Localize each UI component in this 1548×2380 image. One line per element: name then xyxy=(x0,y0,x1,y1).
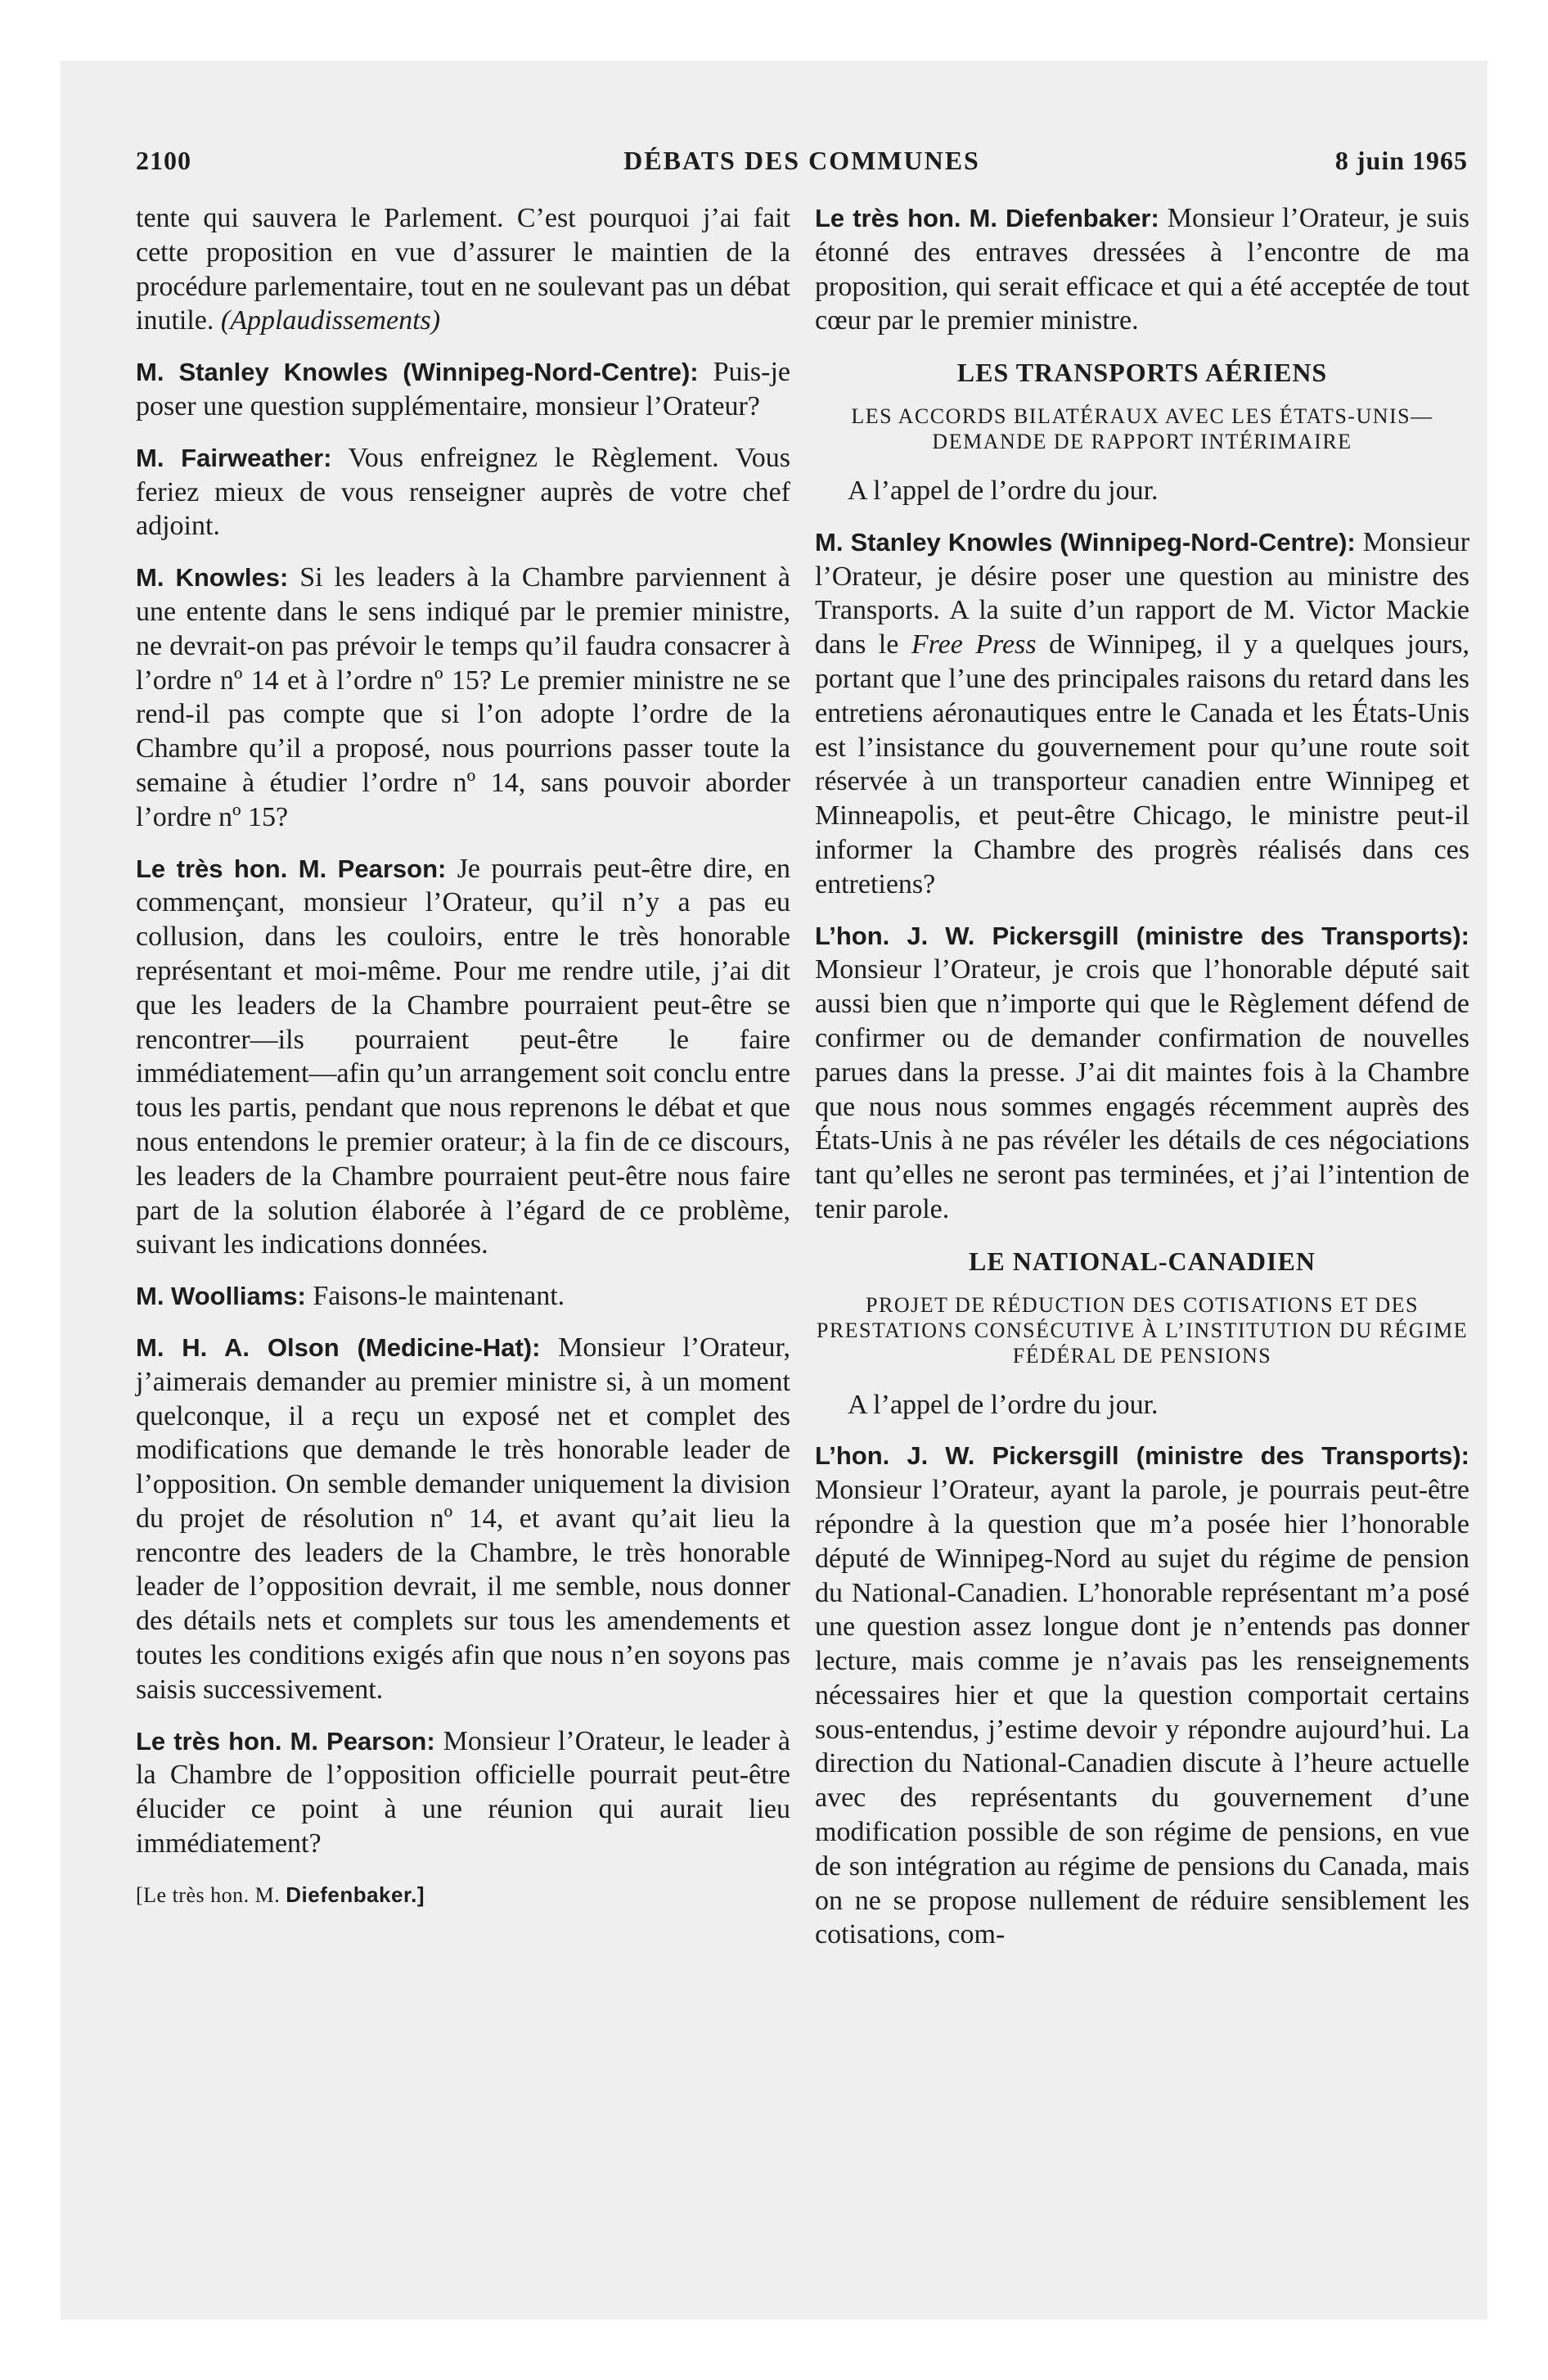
speech-text: de Winnipeg, il y a quelques jours, portant que l’une des principales raisons du retard dans les entretiens aéronautiques entre le Canada et les États-Unis est l’insistance du gouvernement pour qu’une route soit réservée à un transporteur canadien entre Winnipeg et Minneapolis, et peut-être Chicago, le ministre peut-il informer la Chambre des progrès réalisés dans ces entretiens? xyxy=(815,629,1470,899)
paragraph xyxy=(136,1279,790,1314)
section-title: LES TRANSPORTS AÉRIENS xyxy=(956,358,1328,388)
footnote-text: [Le très hon. M. xyxy=(136,1882,281,1907)
speaker-name: Le très hon. M. Pearson: xyxy=(136,854,447,883)
speaker-name: M. Knowles: xyxy=(136,563,289,593)
paragraph-text: tente qui sauvera le Parlement. C’est pourquoi j’ai fait cette proposition en vue d’assurer le maintien de la procédure parlementaire, tout en ne soulevant pas un débat inutile. xyxy=(136,203,790,336)
speech-text: Monsieur l’Orateur, le leader à la Chambre de l’opposition officielle pourrait peut-être élucider ce point à une réunion qui aurait lieu immédiatement? xyxy=(136,1725,791,1859)
footnote-speaker: Diefenbaker.] xyxy=(286,1882,425,1907)
speaker-name: L’hon. J. W. Pickersgill (ministre des Transports): xyxy=(815,1441,1469,1471)
speaker-name: M. H. A. Olson (Medicine-Hat): xyxy=(136,1332,541,1362)
speech-text: Monsieur l’Orateur, ayant la parole, je pourrais peut-être répondre à la question que m’a posée hier l’honorable député de Winnipeg-Nord au sujet du régime de pension du National-Canadien. L’honorable représentant m’a posé une question assez longue dont je n’entends pas donner lecture, mais comme je n’avais pas les renseignements nécessaires hier et que la question comportait certains sous-entendus, j’estime devoir y répondre aujourd’hui. La direction du National-Canadien discute à l’heure actuelle avec des représentants du gouvernement d’une modification possible de son régime de pensions, en vue de son intégration au régime de pensions du Canada, mais on ne se propose nullement de réduire sensiblement les cotisations, com- xyxy=(815,1475,1469,1950)
running-speaker-note xyxy=(136,1878,790,1913)
paragraph xyxy=(815,201,1469,338)
speech-text: Puis-je poser une question supplémentaire, monsieur l’Orateur? xyxy=(136,357,791,421)
paragraph xyxy=(136,201,790,338)
paragraph xyxy=(136,355,790,424)
publication-title: DÉBATS DES COMMUNES xyxy=(623,146,980,175)
applause-note: (Applaudissements) xyxy=(220,305,441,336)
left-column xyxy=(136,201,790,1913)
paragraph xyxy=(815,525,1469,902)
paragraph xyxy=(136,1724,790,1861)
speech-text: Monsieur l’Orateur, j’aimerais demander au premier ministre si, à un moment quelconque, il a reçu un exposé net et complet des modifications que demande le très honorable leader de l’opposition. On semble demander uniquement la division du projet de résolution nº 14, et avant qu’ait lieu la rencontre des leaders de la Chambre, le très honorable leader de l’opposition devrait, il me semble, nous donner des détails nets et complets sur tous les amendements et toutes les conditions exigés afin que nous n’en soyons pas saisis successivement. xyxy=(136,1332,791,1705)
section-title: LE NATIONAL-CANADIEN xyxy=(969,1246,1316,1276)
speech-text: Vous enfreignez le Règlement. Vous feriez mieux de vous renseigner auprès de votre chef adjoint. xyxy=(136,442,790,542)
speech-text: Si les leaders à la Chambre parviennent à une entente dans le sens indiqué par le premier ministre, ne devrait-on pas prévoir le temps qu’il faudra consacrer à l’ordre nº 14 et à l’ordre nº 15? Le premier ministre ne se rend-il pas compte que si l’on adopte l’ordre de la Chambre qu’il a proposé, nous pourrions passer toute la semaine à étudier l’ordre nº 14, sans pouvoir aborder l’ordre nº 15? xyxy=(136,562,790,832)
paragraph xyxy=(815,1439,1469,1952)
speech-text: Faisons-le maintenant. xyxy=(313,1281,565,1312)
speech-text: Je pourrais peut-être dire, en commençant, monsieur l’Orateur, qu’il n’y a pas eu collusion, dans les couloirs, entre le très honorable représentant et moi-même. Pour me rendre utile, j’ai dit que les leaders de la Chambre pourraient peut-être se rencontrer—ils pourraient peut-être le faire immédiatement—afin qu’un arrangement soit conclu entre tous les partis, pendant que nous reprenons le débat et que nous entendons le premier orateur; à la fin de ce discours, les leaders de la Chambre pourraient peut-être nous faire part de la solution élaborée à l’égard de ce problème, suivant les indications données. xyxy=(136,853,791,1260)
page-header xyxy=(136,139,1468,188)
speech-text: Monsieur l’Orateur, je suis étonné des entraves dressées à l’encontre de ma proposition, qui serait efficace et qui a été acceptée de tout cœur par le premier ministre. xyxy=(815,203,1469,336)
section-subtitle: LES ACCORDS BILATÉRAUX AVEC LES ÉTATS-UNIS—DEMANDE DE RAPPORT INTÉRIMAIRE xyxy=(851,403,1433,453)
page-number: 2100 xyxy=(136,146,191,175)
publication-date: 8 juin 1965 xyxy=(1334,146,1468,175)
speaker-name: L’hon. J. W. Pickersgill (ministre des Transports): xyxy=(815,921,1469,950)
speaker-name: M. Stanley Knowles (Winnipeg-Nord-Centre): xyxy=(136,358,699,387)
newspaper-name: Free Press xyxy=(911,629,1037,660)
speaker-name: M. Fairweather: xyxy=(136,443,332,472)
paragraph xyxy=(136,1331,790,1707)
speech-text: Monsieur l’Orateur, je désire poser une question au ministre des Transports. A la suite d’un rapport de M. Victor Mackie dans le xyxy=(815,526,1470,660)
order-of-day: A l’appel de l’ordre du jour. xyxy=(848,475,1159,506)
paragraph xyxy=(136,561,790,834)
paragraph xyxy=(136,852,790,1263)
order-of-day: A l’appel de l’ordre du jour. xyxy=(848,1389,1159,1420)
speaker-name: M. Woolliams: xyxy=(136,1282,306,1311)
paragraph xyxy=(815,919,1469,1227)
paragraph xyxy=(136,441,790,543)
speech-text: Monsieur l’Orateur, je crois que l’honorable député sait aussi bien que n’importe qui que le Règlement défend de confirmer ou de demander confirmation de nouvelles parues dans la presse. J’ai dit maintes fois à la Chambre que nous nous sommes engagés récemment auprès des États-Unis à ne pas révéler les détails de ces négociations tant qu’elles ne seront pas terminées, et j’ai l’intention de tenir parole. xyxy=(815,954,1469,1224)
speaker-name: Le très hon. M. Diefenbaker: xyxy=(815,204,1159,232)
speaker-name: Le très hon. M. Pearson: xyxy=(136,1726,435,1756)
right-column xyxy=(815,201,1469,1969)
speaker-name: M. Stanley Knowles (Winnipeg-Nord-Centre): xyxy=(815,527,1356,557)
section-subtitle: PROJET DE RÉDUCTION DES COTISATIONS ET DES PRESTATIONS CONSÉCUTIVE À L’INSTITUTION DU RÉGIME FÉDÉRAL DE PENSIONS xyxy=(816,1292,1469,1368)
